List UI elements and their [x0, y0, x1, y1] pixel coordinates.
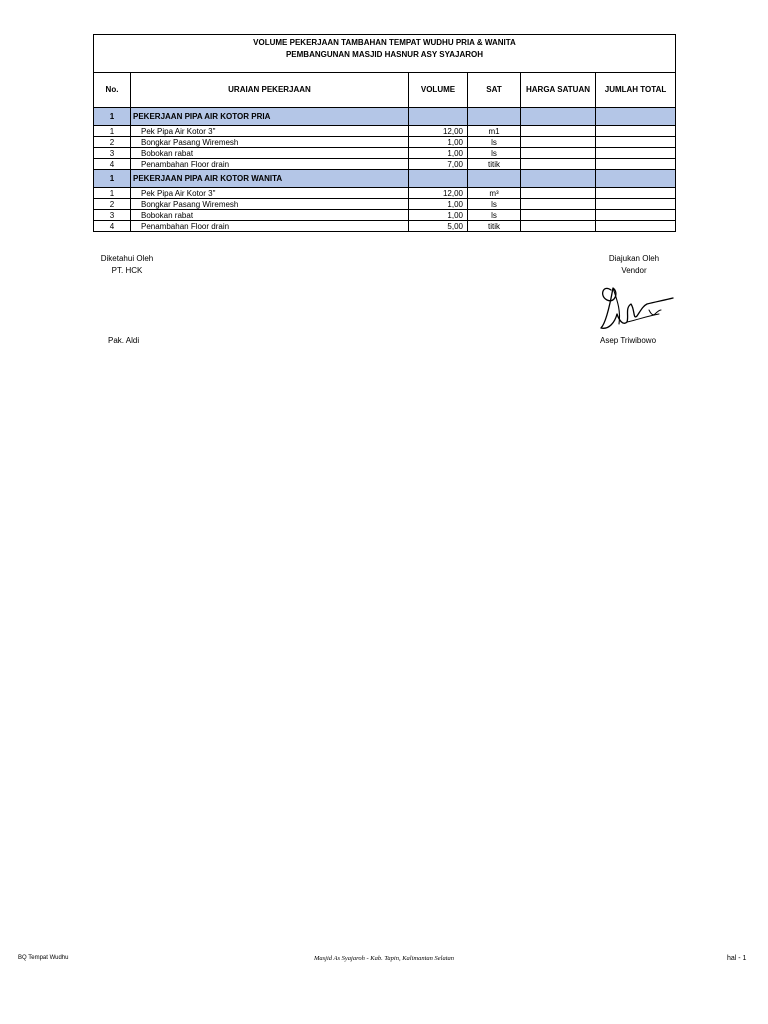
item-desc: Bongkar Pasang Wiremesh — [131, 137, 409, 148]
handwritten-signature — [597, 280, 677, 336]
item-no: 2 — [94, 137, 131, 148]
empty-cell — [596, 170, 676, 188]
boq-sheet — [93, 34, 675, 232]
item-desc: Penambahan Floor drain — [131, 159, 409, 170]
empty-cell — [468, 108, 521, 126]
table-row — [94, 199, 676, 210]
table-header — [94, 73, 676, 108]
header-no: No. — [94, 73, 131, 108]
item-no: 1 — [94, 126, 131, 137]
item-no: 3 — [94, 148, 131, 159]
item-no: 4 — [94, 159, 131, 170]
item-jumlah — [596, 221, 676, 232]
item-jumlah — [596, 210, 676, 221]
table-row — [94, 148, 676, 159]
item-no: 3 — [94, 210, 131, 221]
footer-page-number: hal - 1 — [727, 955, 747, 962]
document-title — [94, 35, 676, 73]
signature-right-name: Asep Triwibowo — [600, 336, 657, 345]
item-no: 4 — [94, 221, 131, 232]
item-desc: Bobokan rabat — [131, 148, 409, 159]
section-row — [94, 170, 676, 188]
empty-cell — [521, 170, 596, 188]
item-harga — [521, 148, 596, 159]
item-no: 1 — [94, 188, 131, 199]
section-title: PEKERJAAN PIPA AIR KOTOR PRIA — [131, 108, 409, 126]
signature-right-role: Diajukan Oleh — [608, 254, 660, 263]
table-row — [94, 159, 676, 170]
header-volume: VOLUME — [409, 73, 468, 108]
footer-center: Masjid As Syajaroh - Kab. Tapin, Kalimantan Selatan — [313, 955, 455, 962]
item-harga — [521, 210, 596, 221]
table-row — [94, 137, 676, 148]
title-line-1: VOLUME PEKERJAAN TAMBAHAN TEMPAT WUDHU PRIA & WANITA — [253, 38, 516, 47]
signature-right-block — [596, 253, 672, 277]
item-desc: Pek Pipa Air Kotor 3" — [131, 126, 409, 137]
item-jumlah — [596, 148, 676, 159]
header-sat: SAT — [468, 73, 521, 108]
item-desc: Bobokan rabat — [131, 210, 409, 221]
item-volume: 1,00 — [409, 199, 468, 210]
section-no: 1 — [94, 170, 131, 188]
item-desc: Pek Pipa Air Kotor 3" — [131, 188, 409, 199]
item-harga — [521, 159, 596, 170]
item-sat: titik — [468, 159, 521, 170]
empty-cell — [409, 170, 468, 188]
item-jumlah — [596, 199, 676, 210]
signature-left-block — [93, 253, 161, 277]
signature-right-org: Vendor — [621, 266, 647, 275]
section-row — [94, 108, 676, 126]
item-jumlah — [596, 188, 676, 199]
boq-table — [93, 34, 676, 232]
table-row — [94, 126, 676, 137]
footer-left: BQ Tempat Wudhu — [18, 955, 69, 961]
header-harga-satuan: HARGA SATUAN — [521, 73, 596, 108]
table-row — [94, 188, 676, 199]
item-volume: 1,00 — [409, 148, 468, 159]
item-sat: titik — [468, 221, 521, 232]
item-sat: ls — [468, 199, 521, 210]
item-harga — [521, 188, 596, 199]
item-volume: 1,00 — [409, 210, 468, 221]
header-jumlah-total: JUMLAH TOTAL — [596, 73, 676, 108]
item-sat: ls — [468, 210, 521, 221]
item-sat: ls — [468, 137, 521, 148]
header-uraian: URAIAN PEKERJAAN — [131, 73, 409, 108]
empty-cell — [521, 108, 596, 126]
item-jumlah — [596, 137, 676, 148]
item-sat: ls — [468, 148, 521, 159]
item-harga — [521, 137, 596, 148]
signature-left-org: PT. HCK — [111, 266, 143, 275]
title-line-2: PEMBANGUNAN MASJID HASNUR ASY SYAJAROH — [285, 50, 484, 59]
item-volume: 5,00 — [409, 221, 468, 232]
item-no: 2 — [94, 199, 131, 210]
table-row — [94, 221, 676, 232]
item-sat: m³ — [468, 188, 521, 199]
item-jumlah — [596, 126, 676, 137]
signature-left-name: Pak. Aldi — [108, 336, 140, 345]
item-volume: 12,00 — [409, 126, 468, 137]
section-no: 1 — [94, 108, 131, 126]
item-harga — [521, 221, 596, 232]
table-row — [94, 210, 676, 221]
empty-cell — [596, 108, 676, 126]
empty-cell — [468, 170, 521, 188]
empty-cell — [409, 108, 468, 126]
item-jumlah — [596, 159, 676, 170]
item-volume: 7,00 — [409, 159, 468, 170]
section-title: PEKERJAAN PIPA AIR KOTOR WANITA — [131, 170, 409, 188]
item-desc: Bongkar Pasang Wiremesh — [131, 199, 409, 210]
item-desc: Penambahan Floor drain — [131, 221, 409, 232]
item-sat: m1 — [468, 126, 521, 137]
item-harga — [521, 126, 596, 137]
item-volume: 1,00 — [409, 137, 468, 148]
item-volume: 12,00 — [409, 188, 468, 199]
signature-left-role: Diketahui Oleh — [100, 254, 154, 263]
item-harga — [521, 199, 596, 210]
